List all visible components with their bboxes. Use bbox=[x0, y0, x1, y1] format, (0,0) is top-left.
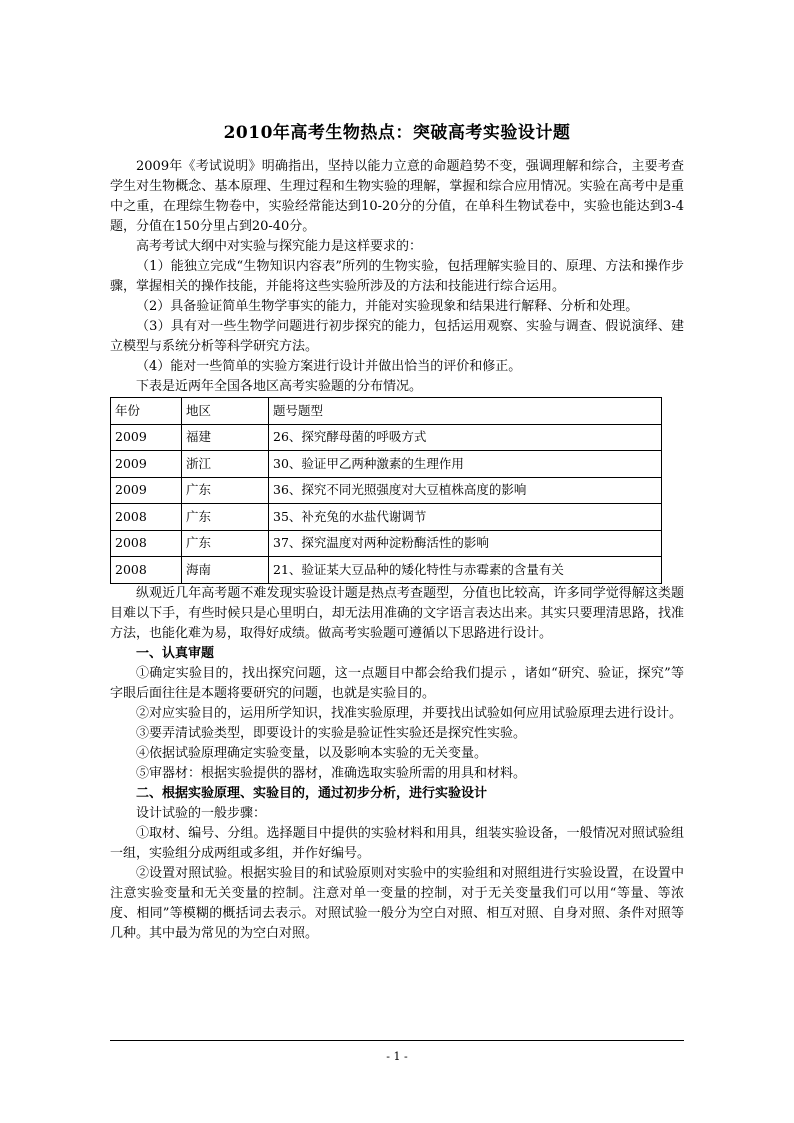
section-1-item: ②对应实验目的，运用所学知识，找准实验原理，并要找出试验如何应用试验原理去进行设计。 bbox=[136, 705, 683, 721]
table-cell-region: 广东 bbox=[182, 530, 269, 557]
section-2-heading: 二、根据实验原理、实验目的，通过初步分析，进行实验设计 bbox=[136, 785, 488, 801]
table-row bbox=[111, 530, 662, 557]
table-cell-region: 广东 bbox=[182, 477, 269, 504]
table-header-year: 年份 bbox=[111, 398, 182, 425]
section-1-item: ①确定实验目的，找出探究问题，这一点题目中都会给我们提示 ，诸如“研究、验证，探究”等字眼后面往往是本题将要研究的问题，也就是实验目的。 bbox=[110, 665, 684, 701]
table-cell-year: 2008 bbox=[111, 530, 182, 557]
table-cell-question: 30、验证甲乙两种激素的生理作用 bbox=[269, 451, 662, 478]
table-header-question: 题号题型 bbox=[269, 398, 662, 425]
analysis-paragraph: 纵观近几年高考题不难发现实验设计题是热点考查题型，分值也比较高，许多同学觉得解这类题目难以下手，有些时候只是心里明白，却无法用准确的文字语言表达出来。其实只要理清思路，找准方法，也能化难为易，取得好成绩。做高考实验题可遵循以下思路进行设计。 bbox=[110, 585, 684, 641]
table-cell-year: 2009 bbox=[111, 424, 182, 451]
section-1-item: ⑤审器材：根据实验提供的器材，准确选取实验所需的用具和材料。 bbox=[136, 765, 527, 781]
table-header-region: 地区 bbox=[182, 398, 269, 425]
table-cell-region: 广东 bbox=[182, 504, 269, 531]
table-cell-year: 2009 bbox=[111, 477, 182, 504]
section-1-item: ④依据试验原理确定实验变量，以及影响本实验的无关变量。 bbox=[136, 745, 488, 761]
table-cell-year: 2009 bbox=[111, 451, 182, 478]
requirement-3: （3）具有对一些生物学问题进行初步探究的能力，包括运用观察、实验与调查、假说演绎、建立模型与系统分析等科学研究方法。 bbox=[110, 319, 684, 354]
table-row bbox=[111, 477, 662, 504]
document-title: 2010年高考生物热点：突破高考实验设计题 bbox=[223, 123, 571, 143]
table-row bbox=[111, 424, 662, 451]
table-cell-year: 2008 bbox=[111, 557, 182, 584]
table-row bbox=[111, 504, 662, 531]
table-cell-region: 浙江 bbox=[182, 451, 269, 478]
footer-divider bbox=[110, 1040, 684, 1041]
table-cell-question: 35、补充兔的水盐代谢调节 bbox=[269, 504, 662, 531]
table-caption: 下表是近两年全国各地区高考实验题的分布情况。 bbox=[136, 379, 423, 394]
table-cell-year: 2008 bbox=[111, 504, 182, 531]
section-2-item: ①取材、编号、分组。选择题目中提供的实验材料和用具，组装实验设备，一般情况对照试验组一组，实验组分成两组或多组，并作好编号。 bbox=[110, 825, 684, 861]
page-number: - 1 - bbox=[386, 1050, 408, 1063]
table-header-row bbox=[111, 398, 662, 425]
exam-distribution-table bbox=[110, 397, 662, 584]
intro-paragraph-2: 高考考试大纲中对实验与探究能力是这样要求的： bbox=[136, 239, 423, 254]
section-1-item: ③要弄清试验类型，即要设计的实验是验证性实验还是探究性实验。 bbox=[136, 725, 527, 741]
section-1-heading: 一、认真审题 bbox=[136, 645, 215, 661]
table-cell-question: 36、探究不同光照强度对大豆植株高度的影响 bbox=[269, 477, 662, 504]
table-cell-question: 26、探究酵母菌的呼吸方式 bbox=[269, 424, 662, 451]
requirement-2: （2）具备验证简单生物学事实的能力，并能对实验现象和结果进行解释、分析和处理。 bbox=[136, 299, 639, 314]
table-row bbox=[111, 451, 662, 478]
table-cell-question: 37、探究温度对两种淀粉酶活性的影响 bbox=[269, 530, 662, 557]
intro-paragraph-1: 2009年《考试说明》明确指出，坚持以能力立意的命题趋势不变，强调理解和综合，主要考查学生对生物概念、基本原理、生理过程和生物实验的理解，掌握和综合应用情况。实验在高考中是重中之重，在理综生物卷中，实验经常能达到10-20分的分值，在单科生物试卷中，实验也能达到3-4题，分值在150分里占到20-40分。 bbox=[110, 159, 684, 234]
table-row bbox=[111, 557, 662, 584]
table-cell-region: 海南 bbox=[182, 557, 269, 584]
section-2-item: 设计试验的一般步骤： bbox=[136, 805, 267, 821]
section-2-item: ②设置对照试验。根据实验目的和试验原则对实验中的实验组和对照组进行实验设置，在设置中注意实验变量和无关变量的控制。注意对单一变量的控制，对于无关变量我们可以用“等量、等浓度、相同”等模糊的概括词去表示。对照试验一般分为空白对照、相互对照、自身对照、条件对照等几种。其中最为常见的为空白对照。 bbox=[110, 865, 684, 941]
requirement-1: （1）能独立完成“生物知识内容表”所列的生物实验，包括理解实验目的、原理、方法和操作步骤，掌握相关的操作技能，并能将这些实验所涉及的方法和技能进行综合运用。 bbox=[110, 259, 684, 294]
table-cell-question: 21、验证某大豆品种的矮化特性与赤霉素的含量有关 bbox=[269, 557, 662, 584]
requirement-4: （4）能对一些简单的实验方案进行设计并做出恰当的评价和修正。 bbox=[136, 359, 522, 374]
document-body bbox=[110, 157, 684, 944]
table-cell-region: 福建 bbox=[182, 424, 269, 451]
